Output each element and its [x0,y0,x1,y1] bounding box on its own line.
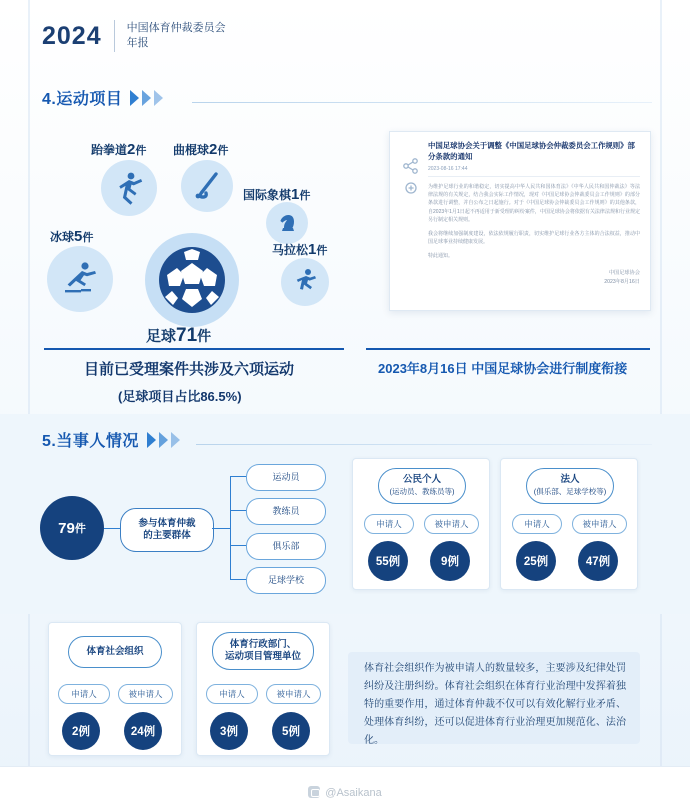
connector-branch-spine [230,476,231,580]
branch-coach [246,498,326,525]
role-applicant-admin-dept [206,684,258,704]
branch-football-school-label: 足球学校 [267,575,304,585]
section-4-heading [42,86,166,109]
sport-unit-taekwondo: 件 [135,145,147,157]
branch-athlete [246,464,326,491]
sport-name-ice-hockey: 冰球 [50,230,75,244]
count-applicant-citizen [368,541,408,581]
role-applicant-legal-person [512,514,562,534]
document-body-3: 特此通知。 [428,253,454,260]
sport-name-marathon: 马拉松 [272,243,309,257]
connector-branch-1 [230,476,246,477]
group-name-legal-person: 法人 [560,474,580,485]
count-applicant-legal-person-value: 25例 [523,556,549,568]
total-cases-value: 79 [58,519,75,537]
event-note-text: 2023年8月16日 中国足球协会进行制度衔接 [378,361,628,376]
count-respondent-admin-dept [272,712,310,750]
summary-sub-text: (足球项目占比86.5%) [118,389,242,404]
org-name-line2: 年报 [126,37,149,49]
role-applicant-admin-dept-label: 申请人 [219,689,245,699]
analysis-note-text: 体育社会组织作为被申请人的数量较多，主要涉及纪律处罚纠纷及注册纠纷。体育社会组织在体育行业治理中发挥着独特的重要作用，通过体育仲裁不仅可以有效化解行业矛盾、处理体育纠纷，还可以促进体育行业治理更加规范化、法治化。 [364,663,626,746]
document-body: 为维护足球行业的和谐稳定，切实提高中华人民共和国体育法》《中华人民共和国仲裁法》等法律法规的有关规定，结合我会实际工作情况，现对《中国足球协会仲裁委员会工作规则》的部分条款进行调整，并自公布之日起施行。对于《中国足球协会仲裁委员会工作规则》的其他条款，自2023年1月1日起不再适用于新受理的纠纷案件，中国足球协会将依据有关法律法规和行业规定另行制定相关规则。 [428,184,640,223]
document-signer: 中国足球协会 [608,269,640,276]
sport-label-chess [243,186,310,203]
role-applicant-legal-person-label: 申请人 [524,519,550,529]
sport-name-football: 足球 [146,328,177,345]
count-respondent-citizen-value: 9例 [441,556,459,568]
sport-count-ice-hockey: 5 [74,228,83,245]
count-applicant-sports-org [62,712,100,750]
sport-unit-chess: 件 [299,190,311,202]
connector-branch-2 [230,510,246,511]
sport-label-ice-hockey [50,228,93,245]
header-divider [114,20,115,52]
main-group-label-2: 的主要群体 [143,530,191,541]
group-sub-legal-person: (俱乐部、足球学校等) [533,487,607,496]
right-rule [660,0,662,809]
count-applicant-admin-dept-value: 3例 [220,726,238,738]
summary-main-text: 目前已受理案件共涉及六项运动 [84,361,295,378]
sport-label-marathon [272,241,327,258]
branch-club-label: 俱乐部 [272,541,300,551]
group-name-admin-dept: 体育行政部门、 [229,639,297,650]
count-applicant-legal-person [516,541,556,581]
summary-divider-right [366,348,650,350]
sport-count-taekwondo: 2 [127,141,136,158]
sport-label-football [146,325,211,347]
marathon-icon [281,258,329,306]
summary-divider-left [44,348,344,350]
sport-unit-marathon: 件 [316,245,328,257]
role-respondent-admin-dept-label: 被申请人 [276,689,311,699]
sport-name-hockey: 曲棍球 [173,143,210,157]
sport-label-hockey [173,141,228,158]
section-5-rule [196,444,652,445]
role-respondent-sports-org [118,684,173,704]
taekwondo-icon [101,160,157,216]
group-name-citizen: 公民个人 [402,474,441,485]
role-respondent-legal-person-label: 被申请人 [582,519,617,529]
ice-hockey-icon [47,246,113,312]
group-sub-citizen: (运动员、教练员等) [389,487,455,496]
count-applicant-citizen-value: 55例 [375,556,401,568]
sport-unit-football: 件 [197,328,212,344]
top-band [0,0,690,8]
main-group-label-1: 参与体育仲裁 [138,518,196,529]
count-respondent-sports-org-value: 24例 [130,726,156,738]
document-side-icons [400,142,422,300]
section-5-title: 5.当事人情况 [42,433,139,450]
count-applicant-sports-org-value: 2例 [72,726,90,738]
branch-football-school [246,567,326,594]
branch-coach-label: 教练员 [272,506,300,516]
role-applicant-citizen-label: 申请人 [376,519,402,529]
group-title-admin-dept [212,632,314,670]
role-respondent-citizen [424,514,479,534]
report-year: 2024 [42,21,102,50]
chess-icon [266,202,308,244]
role-respondent-citizen-label: 被申请人 [434,519,469,529]
branch-athlete-label: 运动员 [272,472,300,482]
sport-unit-hockey: 件 [217,145,229,157]
total-cases-unit: 件 [74,523,86,535]
count-applicant-admin-dept [210,712,248,750]
section-5-heading [42,428,183,451]
football-icon [145,233,239,327]
document-body-2: 我会将继续加强制度建设，依法依规履行职责，切实维护足球行业各方主体的合法权益，推动中国足球事业持续健康发展。 [428,231,640,246]
total-cases-badge [40,496,104,560]
sport-count-chess: 1 [291,186,300,203]
section-4-title: 4.运动项目 [42,91,123,108]
connector-branch-stem [212,528,230,529]
notice-document-card[interactable] [389,131,651,311]
sport-count-hockey: 2 [209,141,218,158]
group-title-sports-org [68,636,162,668]
section-4-rule [192,102,652,103]
sport-label-taekwondo [91,141,146,158]
org-name-line1: 中国体育仲裁委员会 [126,22,226,34]
role-applicant-citizen [364,514,414,534]
connector-branch-3 [230,545,246,546]
report-header [42,20,226,52]
main-group-pill [120,508,214,552]
group-sub-admin-dept: 运动项目管理单位 [224,651,301,662]
branch-club [246,533,326,560]
count-respondent-legal-person-value: 47例 [585,556,611,568]
sport-count-marathon: 1 [308,241,317,258]
sport-count-football: 71 [176,325,198,346]
connector-total [104,528,120,529]
sport-name-chess: 国际象棋 [243,188,292,202]
arrow-triple-icon [130,90,166,106]
sport-unit-ice-hockey: 件 [82,232,94,244]
document-title: 中国足球协会关于调整《中国足球协会仲裁委员会工作规则》部分条款的通知 [428,141,635,161]
watermark-text: @Asaikana [325,787,382,799]
group-title-legal-person [526,468,614,504]
count-respondent-legal-person [578,541,618,581]
group-name-sports-org: 体育社会组织 [86,646,144,657]
role-applicant-sports-org-label: 申请人 [71,689,97,699]
document-date: 2023-08-16 17:44 [428,166,468,172]
arrow-triple-icon-2 [147,432,183,448]
watermark [0,786,690,799]
role-respondent-legal-person [572,514,627,534]
group-title-citizen [378,468,466,504]
left-rule [28,0,30,809]
connector-branch-4 [230,579,246,580]
count-respondent-citizen [430,541,470,581]
count-respondent-sports-org [124,712,162,750]
sport-name-taekwondo: 跆拳道 [91,143,128,157]
role-applicant-sports-org [58,684,110,704]
document-sign-date: 2023年8月16日 [604,278,640,285]
hockey-icon [181,160,233,212]
role-respondent-sports-org-label: 被申请人 [128,689,163,699]
count-respondent-admin-dept-value: 5例 [282,726,300,738]
role-respondent-admin-dept [266,684,321,704]
weibo-icon [308,786,320,798]
